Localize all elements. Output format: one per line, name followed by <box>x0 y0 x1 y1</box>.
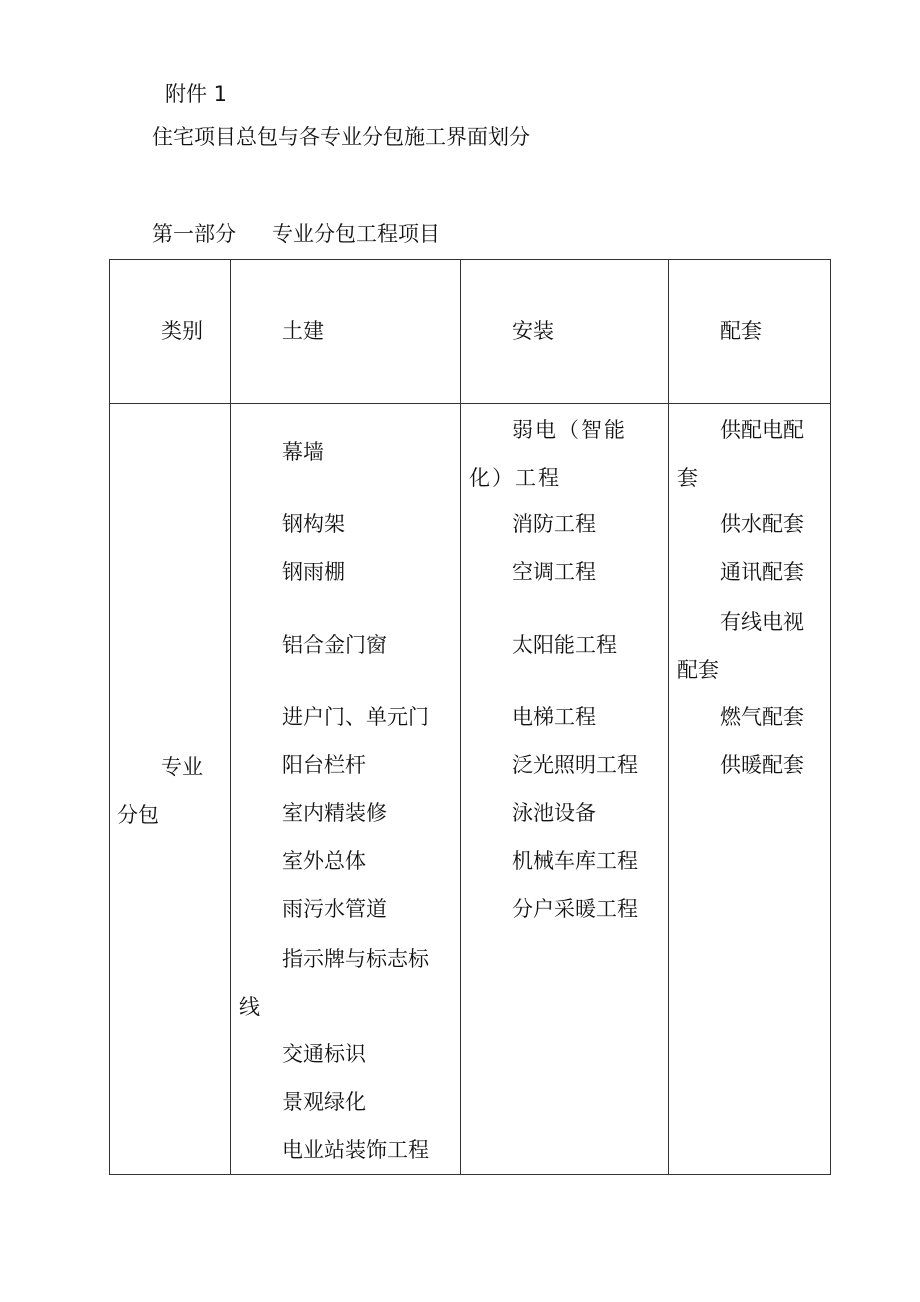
installation-item: 弱电（智能化）工程 <box>469 418 627 490</box>
supporting-item: 供水配套 <box>720 512 804 536</box>
civil-item: 阳台栏杆 <box>282 753 366 777</box>
section-part-label: 第一部分 <box>152 222 236 246</box>
civil-item: 钢雨棚 <box>282 560 345 584</box>
table-column-divider <box>668 259 669 1175</box>
civil-item: 景观绿化 <box>282 1090 366 1114</box>
header-civil: 土建 <box>282 319 324 343</box>
civil-item: 幕墙 <box>282 440 324 464</box>
document-title: 住宅项目总包与各专业分包施工界面划分 <box>152 125 530 149</box>
supporting-item: 供暖配套 <box>720 753 804 777</box>
installation-item: 电梯工程 <box>512 705 596 729</box>
supporting-item: 燃气配套 <box>720 705 804 729</box>
civil-item: 钢构架 <box>282 512 345 536</box>
civil-item: 电业站装饰工程 <box>282 1138 429 1162</box>
table-header-divider <box>109 403 831 404</box>
civil-item: 进户门、单元门 <box>282 705 429 729</box>
installation-item: 机械车库工程 <box>512 849 638 873</box>
header-category: 类别 <box>161 319 203 343</box>
civil-item: 雨污水管道 <box>282 897 387 921</box>
civil-item: 交通标识 <box>282 1042 366 1066</box>
header-supporting: 配套 <box>720 319 762 343</box>
supporting-item: 供配电配套 <box>677 418 804 490</box>
installation-item: 消防工程 <box>512 512 596 536</box>
installation-item: 泳池设备 <box>512 801 596 825</box>
table-column-divider <box>460 259 461 1175</box>
header-installation: 安装 <box>512 319 554 343</box>
installation-item: 分户采暖工程 <box>512 897 638 921</box>
attachment-label: 附件 1 <box>165 82 228 106</box>
installation-item: 空调工程 <box>512 560 596 584</box>
installation-item: 泛光照明工程 <box>512 753 638 777</box>
civil-item: 指示牌与标志标线 <box>239 947 429 1019</box>
civil-item: 室内精装修 <box>282 801 387 825</box>
civil-item: 铝合金门窗 <box>282 633 387 657</box>
supporting-item: 通讯配套 <box>720 560 804 584</box>
supporting-item: 有线电视配套 <box>677 610 804 682</box>
row-label-specialty-subcontract: 专业分包 <box>117 755 203 827</box>
civil-item: 室外总体 <box>282 849 366 873</box>
installation-item: 太阳能工程 <box>512 633 617 657</box>
section-part-title: 专业分包工程项目 <box>272 222 440 246</box>
table-column-divider <box>230 259 231 1175</box>
